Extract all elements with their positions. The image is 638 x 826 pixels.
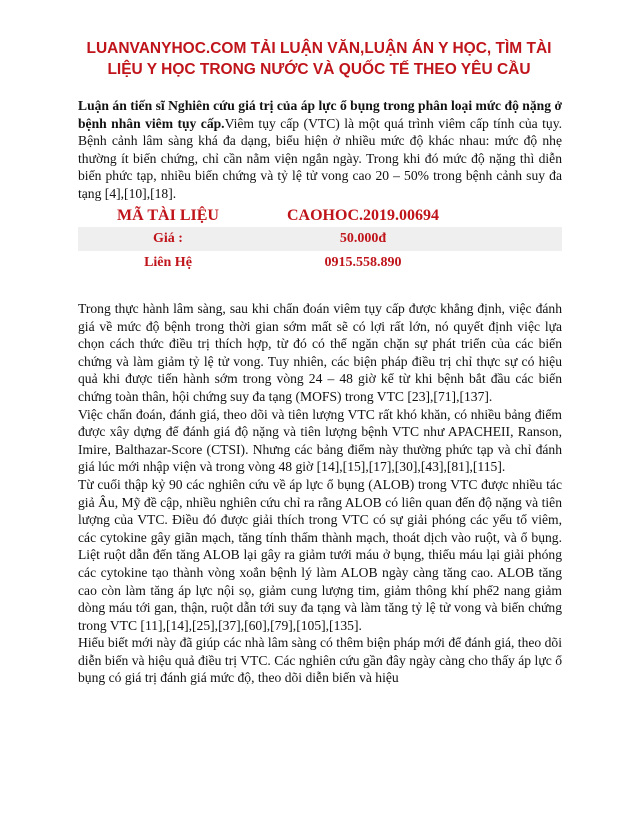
- info-table: [78, 205, 562, 275]
- contact-label: Liên Hệ: [144, 255, 192, 270]
- header-line-1: LUANVANYHOC.COM TẢI LUẬN VĂN,LUẬN ÁN Y HỌC, TÌM TÀI: [86, 40, 552, 57]
- header-line-2: LIỆU Y HỌC TRONG NƯỚC VÀ QUỐC TẾ THEO YÊU CẦU: [107, 61, 531, 78]
- body-paragraph-1: Trong thực hành lâm sàng, sau khi chẩn đoán viêm tụy cấp được khẳng định, việc đánh giá về mức độ bệnh trong thời gian sớm mất sẽ có lợi rất lớn, nó quyết định việc lựa chọn cách thức điều trị thích hợp, từ đó có thể ngăn chặn sự phát triển của các biến chứng và làm giảm tỷ lệ tử vong. Tuy nhiên, các biện pháp điều trị chỉ thực sự có hiệu quả khi được tiến hành sớm trong vòng 24 – 48 giờ kể từ khi bệnh bắt đầu các biến chứng toàn thân, hội chứng suy đa tạng (MOFS) trong VTC [23],[71],[137].: [78, 301, 562, 404]
- code-label: MÃ TÀI LIỆU: [117, 207, 219, 224]
- body-paragraph-4: Hiểu biết mới này đã giúp các nhà lâm sàng có thêm biện pháp mới để đánh giá, theo dõi diễn biến và hiệu quả điều trị VTC. Các nghiên cứu gần đây ngày càng cho thấy áp lực ổ bụng có giá trị đánh giá mức độ, theo dõi diễn biến và hiệu: [78, 635, 562, 686]
- body-text: [78, 300, 562, 687]
- body-paragraph-2: Việc chẩn đoán, đánh giá, theo dõi và tiên lượng VTC rất khó khăn, có nhiều bảng điểm được xây dựng để đánh giá độ nặng và tiên lượng bệnh VTC như APACHEII, Ranson, Imire, Balthazar-Score (CTSI). Nhưng các bảng điểm này thường phức tạp và chỉ đánh giá lúc mới nhập viện và trong vòng 48 giờ [14],[15],[17],[30],[43],[81],[115].: [78, 406, 562, 475]
- price-value: 50.000đ: [339, 231, 387, 246]
- site-header: [60, 38, 578, 80]
- info-row-code: [78, 205, 562, 227]
- code-value: CAOHOC.2019.00694: [287, 207, 439, 224]
- info-row-price: [78, 227, 562, 251]
- info-row-contact: [78, 251, 562, 275]
- intro-text: Viêm tụy cấp (VTC) là một quá trình viêm cấp tính của tụy. Bệnh cảnh lâm sàng khá đa dạng, biểu hiện ở nhiều mức độ khác nhau: mức độ nhẹ thường ít biến chứng, chỉ cần nằm viện ngắn ngày. Trong khi đó mức độ nặng thì diễn biến phức tạp, nhiều biến chứng và tỷ lệ tử vong cao 20 – 50% trong bệnh cảnh suy đa tạng [4],[10],[18].: [78, 115, 563, 201]
- intro-paragraph: [78, 97, 562, 203]
- price-label: Giá :: [153, 231, 183, 246]
- contact-value: 0915.558.890: [324, 255, 402, 270]
- thesis-title: Luận án tiến sĩ Nghiên cứu giá trị của áp lực ổ bụng trong phân loại mức độ nặng ở bệnh nhân viêm tụy cấp.: [78, 98, 562, 131]
- body-paragraph-3: Từ cuối thập kỷ 90 các nghiên cứu về áp lực ổ bụng (ALOB) trong VTC được nhiều tác giả Âu, Mỹ đề cập, nhiều nghiên cứu chỉ ra rằng ALOB có liên quan đến độ nặng và tiên lượng của VTC. Điều đó được giải thích trong VTC có sự giải phóng các yếu tố viêm, các cytokine gây giãn mạch, tăng tính thấm thành mạch, thoát dịch vào ruột, và ổ bụng. Liệt ruột dẫn đến tăng ALOB lại gây ra giảm tưới máu ở bụng, thiếu máu lại giải phóng các cytokine tạo thành vòng xoắn bệnh lý làm ALOB ngày càng tăng cao. ALOB tăng cao còn làm tăng áp lực nội sọ, giảm cung lượng tim, giảm thông khí phế2 nang giảm dòng máu tới gan, thận, ruột dẫn tới suy đa tạng và làm tăng tỷ lệ tử vong và biến chứng trong VTC [11],[14],[25],[37],[60],[79],[105],[135].: [78, 476, 562, 633]
